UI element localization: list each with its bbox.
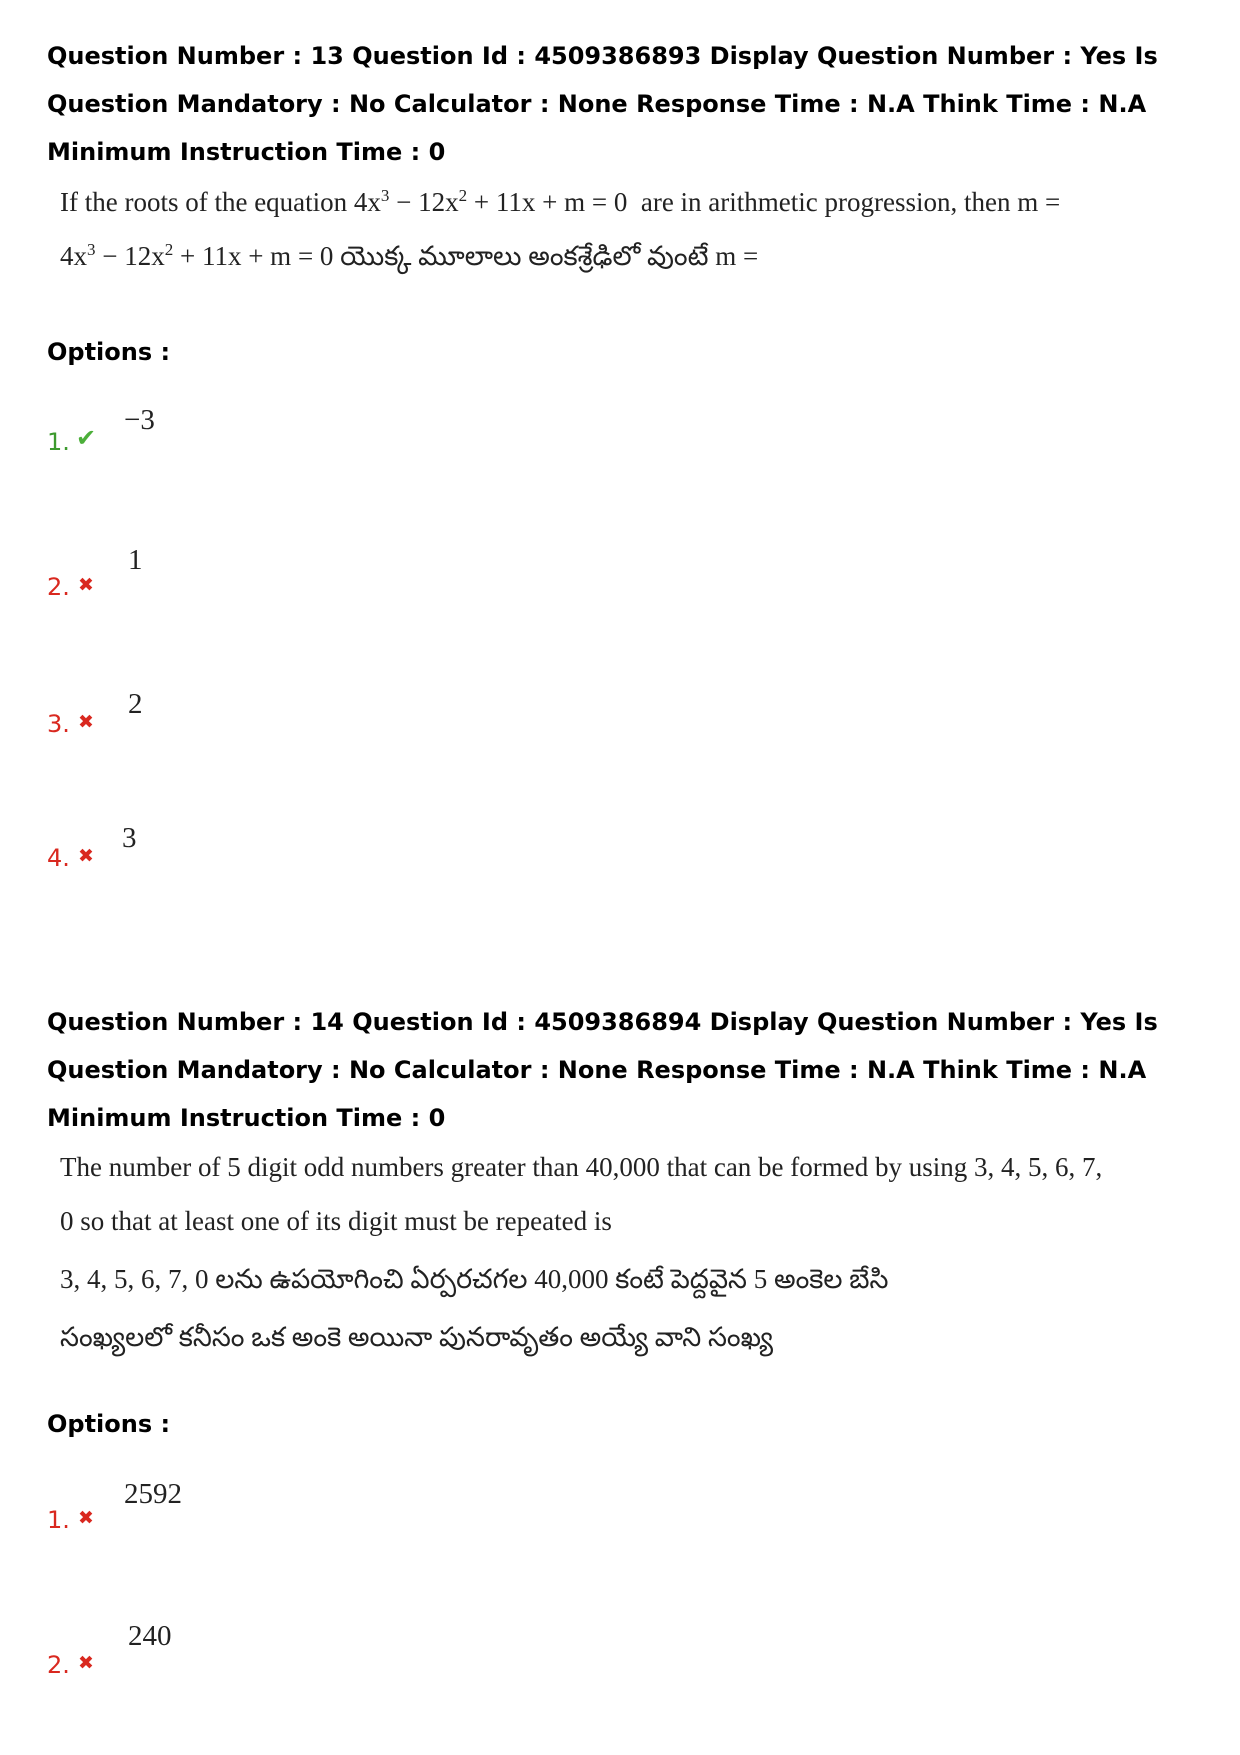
question-english-13: If the roots of the equation $4x^3 - 12x^2 + 11x + m = 0$ are in arithmetic progression, then m = <box>60 186 1061 217</box>
option-number: 4. <box>47 844 70 872</box>
cross-icon: ✖ <box>78 845 94 867</box>
question-telugu-13: $4x^3 - 12x^2 + 11x + m = 0$ యొక్క మూలాలు అంకశ్రేఢిలో వుంటే m = <box>60 240 759 271</box>
cross-icon: ✖ <box>78 1652 94 1674</box>
equation: $4x^3 - 12x^2 + 11x + m = 0$ <box>60 240 334 271</box>
check-icon: ✔ <box>76 424 97 452</box>
option-number: 3. <box>47 710 70 738</box>
question-telugu-14-line1: 3, 4, 5, 6, 7, 0 లను ఉపయోగించి ఏర్పరచగల 40,000 కంటే పెద్దవైన 5 అంకెల బేసి <box>60 1264 889 1294</box>
option-number: 2. <box>47 1651 70 1679</box>
cross-icon: ✖ <box>78 574 94 596</box>
option-value: −3 <box>124 404 155 436</box>
option-number: 1. <box>47 1506 70 1534</box>
option-number: 2. <box>47 573 70 601</box>
options-heading-13: Options : <box>47 338 171 366</box>
question-english-14-line1: The number of 5 digit odd numbers greater than 40,000 that can be formed by using 3, 4, 5, 6, 7, <box>60 1152 1103 1182</box>
options-heading-14: Options : <box>47 1410 171 1438</box>
question-text-13 <box>60 175 1180 283</box>
option-number: 1. <box>47 428 70 456</box>
question-text-14 <box>60 1140 1180 1364</box>
question-meta-14: Question Number : 14 Question Id : 4509386894 Display Question Number : Yes Is Question Mandatory : No Calculator : None Response Time : N.A Think Time : N.A Minimum Instruction Time : 0 <box>47 1008 1158 1132</box>
equation: $4x^3 - 12x^2 + 11x + m = 0$ <box>353 186 628 217</box>
option-value: 2592 <box>124 1478 182 1510</box>
option-value: 3 <box>122 822 137 854</box>
question-english-14-line2: 0 so that at least one of its digit must be repeated is <box>60 1206 612 1236</box>
option-value: 1 <box>128 544 143 576</box>
question-meta-13: Question Number : 13 Question Id : 4509386893 Display Question Number : Yes Is Question Mandatory : No Calculator : None Response Time : N.A Think Time : N.A Minimum Instruction Time : 0 <box>47 42 1158 166</box>
question-telugu-14-line2: సంఖ్యలలో కనీసం ఒక అంకె అయినా పునరావృతం అయ్యే వాని సంఖ్య <box>60 1322 774 1352</box>
option-value: 240 <box>128 1620 172 1652</box>
option-value: 2 <box>128 688 143 720</box>
cross-icon: ✖ <box>78 711 94 733</box>
cross-icon: ✖ <box>78 1507 94 1529</box>
